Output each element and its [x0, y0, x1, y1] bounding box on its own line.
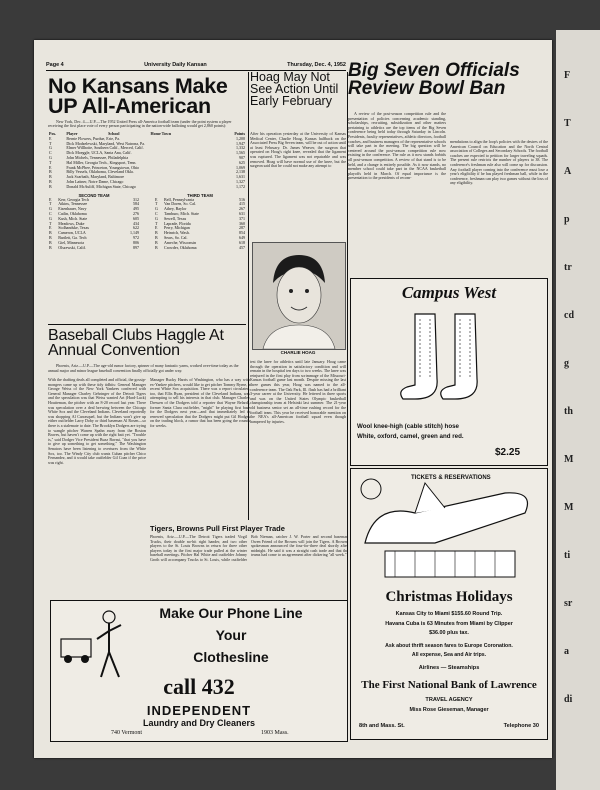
row-points: 622 — [133, 225, 139, 231]
row-points: 415 — [239, 201, 245, 207]
tigers-headline: Tigers, Browns Pull First Player Trade — [150, 524, 285, 533]
edge-fragment: a — [564, 646, 569, 657]
baseball-col-1: With the drafting deals all completed and official, the gossip-mongers came up with these tidy tidbits: General Manager George Weiss of the New York Yankees conferred with General Manager Charley Gehringer of the Detroit Tigers and the speculation was that Weiss wanted Art (Hard-Luck) Houtteman, the pitcher with an 8-20 record last year. There was speculation over a deal brewing between the Chicago White Sox and the Cleveland Indians. Cleveland reportedly was shopping Al Carrasquel, but the Indians won't give up either outfielder Larry Doby or third baseman Al Rosen—so there is a stalemate to date. The Brooklyn Dodgers are trying to wangle pitcher Warren Spahn away from the Boston Braves, but haven't come up with the right bait yet. "Trouble is," said Dodger Vice President Buzz Bavasi, "that you have to give up something to get something." The Washington Senators have been listening to overtures from the White Sox, too. The Windy City club wants Cuban pitcher Chico Fernandez, and it would take outfielder Gil Coan if the price was right. — [48, 378, 146, 465]
row-pos: E — [49, 196, 52, 202]
newspaper-page — [34, 40, 552, 758]
row-player: Kush, Mich. State — [58, 215, 88, 221]
row-pos: B — [155, 239, 158, 245]
hoag-headline: Hoag May Not See Action Until Early February — [250, 72, 339, 108]
row-player: Hal Miller, Georgia Tech., Kingsport, Tenn. — [66, 159, 137, 165]
row-points: 457 — [239, 244, 245, 250]
row-points: 287 — [239, 225, 245, 231]
row-player: Giel, Minnesota — [58, 239, 85, 245]
row-pos: B — [49, 230, 52, 236]
row-points: 631 — [239, 210, 245, 216]
second-team-table — [48, 198, 140, 251]
row-points: 897 — [133, 244, 139, 250]
row-pos: E — [49, 164, 52, 170]
second-team-row — [48, 246, 140, 251]
first-team-row — [48, 185, 246, 190]
row-pos: B — [49, 179, 52, 184]
row-player: Frank McPhee, Princeton, Youngstown, Ohio — [66, 164, 140, 170]
campus-west-logo: Campus West — [401, 283, 497, 302]
travel-phone: Telephone 30 — [503, 723, 539, 729]
row-points: 625 — [239, 159, 245, 165]
row-player: Sears, So. Cal. — [164, 234, 188, 240]
big-seven-col-1: A review of the post-season competition rule and the presentation of policies concerning academic standing, scholarships, recruiting, subsidization and other matters pertaining to athletics are the top items of the Big Seven conference being held today through Saturday in Lincoln. Presidents, faculty representatives, athletic directors, football coaches, and business managers of the representative schools will take part in the meeting. The big question will be centered around the post-season competition rule now existing in the conference. The rule as it now stands forbids all post-season competition. A review of that stand is to be held, and a change is entirely possible. As it now stands, no member school could take part in the NCAA basketball playoffs held in March. Of equal importance is the presentation to the presidents of recom- — [348, 112, 446, 181]
row-pos: B — [49, 169, 52, 175]
baseball-headline-box — [48, 328, 248, 362]
row-player: Eisenhauer, Navy — [58, 206, 87, 212]
row-points: 907 — [239, 155, 245, 161]
row-pos: T — [49, 140, 52, 146]
page-number: Page 4 — [46, 62, 64, 68]
row-points: 516 — [239, 196, 245, 202]
row-player: John Michels, Tennessee, Philadelphia — [66, 155, 129, 161]
row-pos: G — [49, 206, 52, 212]
laundry-subtitle: Laundry and Dry Cleaners — [142, 718, 256, 728]
edge-fragment: g — [564, 358, 569, 369]
row-pos: C — [49, 150, 52, 156]
row-points: 1,200 — [236, 135, 245, 141]
row-pos: B — [49, 183, 52, 189]
third-team-title: THIRD TEAM — [187, 192, 213, 198]
campus-west-desc-2: White, oxford, camel, green and red. — [357, 433, 464, 440]
row-points: 584 — [133, 201, 139, 207]
hoag-portrait — [253, 243, 345, 349]
row-pos: B — [49, 244, 52, 250]
edge-fragment: di — [564, 694, 573, 705]
third-team-row — [154, 246, 246, 251]
row-player: Bernie Flowers, Purdue, Erie, Pa. — [66, 135, 120, 141]
row-points: 806 — [133, 239, 139, 245]
laundry-address-2: 1903 Mass. — [261, 730, 289, 736]
delivery-man-illustration — [59, 607, 129, 687]
laundry-line-2: Your — [215, 627, 247, 643]
travel-agency: TRAVEL AGENCY — [425, 697, 473, 703]
first-team-table — [48, 132, 246, 190]
row-player: Crowder, Oklahoma — [164, 244, 197, 250]
baseball-headline: Baseball Clubs Haggle At Annual Convention — [48, 328, 224, 360]
edge-fragment: A — [564, 166, 572, 177]
laundry-name: INDEPENDENT — [146, 703, 252, 718]
row-player: Olszewski, Calif. — [58, 244, 86, 250]
row-player: Dick Moeggle, UCLA, Santa Ana, Calif. — [66, 150, 132, 156]
row-pos: E — [155, 196, 158, 202]
travel-line-3: $36.00 plus tax. — [429, 630, 469, 636]
third-team-table — [154, 198, 246, 251]
row-player: Heinrich, Wash. — [164, 230, 190, 236]
laundry-line-1: Make Our Phone Line — [159, 605, 303, 621]
edge-fragment: sr — [564, 598, 573, 609]
row-points: 1,631 — [236, 174, 245, 180]
col-points: Points — [234, 131, 245, 137]
second-team-title: SECOND TEAM — [78, 192, 110, 198]
row-player: Kerr, Georgia Tech — [58, 196, 89, 202]
row-pos: C — [155, 210, 158, 216]
row-points: 312 — [133, 196, 139, 202]
row-points: 1,149 — [130, 230, 139, 236]
row-player: Athey, Baylor — [164, 206, 187, 212]
row-pos: E — [155, 225, 158, 231]
row-points: 972 — [133, 234, 139, 240]
row-player: Stolhandske, Texas — [58, 225, 89, 231]
row-points: 649 — [239, 234, 245, 240]
row-player: Cameron, UCLA — [58, 230, 86, 236]
row-pos: T — [155, 201, 158, 207]
divider — [48, 324, 246, 325]
row-player: Elmer Willhoite, Southern Calif., Merced, Calif. — [66, 145, 144, 151]
travel-line-6: Airlines — Steamships — [418, 665, 480, 671]
col-school: School — [108, 131, 120, 137]
laundry-line-3: Clothesline — [193, 649, 269, 665]
row-player: Sewell, Texas — [164, 215, 187, 221]
travel-manager: Miss Rose Gieseman, Manager — [409, 707, 489, 713]
campus-west-desc-1: Wool knee-high (cable stitch) hose — [357, 423, 459, 430]
hoag-headline-box — [250, 72, 346, 116]
row-pos: B — [155, 234, 158, 240]
row-player: Billy Vessels, Oklahoma, Cleveland Okla. — [66, 169, 134, 175]
hoag-caption: CHARLIE HOAG — [280, 350, 316, 355]
tigers-body: Phoenix, Ariz.—U.P.—The Detroit Tigers traded Virgil Trucks, their double no-hit right hander, and two other players to the St. Louis Browns in return for three other players today in the first major trade pulled at the winter baseball meetings. Pitcher Hal White and outfielder Johnny Groth will accompany Trucks to St. Louis, while outfielder Bob Nieman, catcher J. W. Porter and second baseman Owen Friend of the Browns will join the Tigers. A Browns spokesman announced the four-for-three deal shortly after midnight. He said it was a straight cash trade and that the teams had come to an agreement after dickering "all week." — [150, 534, 348, 562]
row-pos: G — [155, 206, 158, 212]
baseball-lead: Phoenix, Ariz.—U.P.—The age-old rumor factory, spinner of many fantastic yarns, worked over-time today as the annual major and minor league baseball convention finally officially got under way. — [48, 364, 239, 373]
row-player: John Lattner, Notre Dame, Chicago — [66, 179, 124, 184]
travel-ad — [350, 468, 548, 740]
edge-fragment: ti — [564, 550, 571, 561]
baseball-col-2: Manager Bucky Harris of Washington, who has a way with ex-Yankee pitchers, would like to get pitcher Tommy Byrne, a recent White Sox acquisition. There was a report circulated, too, that Ellis Ryan, president of the Cleveland Indians, was attempting to sell his interests in that club. Manager Charley Dressen of the Dodgers told a reporter that Wayne Belardi, former Santa Clara outfielder, "might" be playing first base for the Dodgers next year—and that immediately led to renewed speculation that the Dodgers might put Gil Hodges on the trading block, a rumor that has been going the rounds for weeks. — [150, 378, 250, 428]
row-points: 1,172 — [236, 183, 245, 189]
row-pos: E — [49, 135, 52, 141]
row-pos: B — [155, 244, 158, 250]
all-american-lead: New York, Dec. 4.—U.P.—The 1952 United Press all-America football team (under the point system a player receiving the first place vote of every person participating in the nation-wide balloting would get 2,860 points): — [48, 118, 232, 129]
laundry-call: call 432 — [163, 674, 235, 699]
tigers-story — [150, 524, 348, 598]
row-pos: G — [155, 215, 158, 221]
row-player: Jack Scarbath, Maryland, Baltimore — [66, 174, 125, 180]
edge-fragment: p — [564, 214, 570, 225]
row-player: Meadows, Duke — [58, 220, 85, 226]
hoag-body-2: test the knee for athletics until late January. Hoag came through the operation in satisfactory condition and will remain in the hospital ten days to two weeks. The knee was reinjured in the first play from scrimmage of the Missouri-Kansas football game last month. Despite missing the last three games this year, Hoag was named to the all-conference team. The Oak Park, Ill. flash has had a brilliant 3-year career at the University. He lettered in three sports and was on the United States Olympic basketball championship team at Helsinki last summer. The 21-year old business senior set an all-time rushing record for the football team. This year he received honorable mention on the NEA's all-American football squad even though hampered by injuries. — [250, 360, 346, 424]
row-points: 1,332 — [236, 145, 245, 151]
edge-fragment: M — [564, 502, 574, 513]
row-pos: C — [49, 210, 52, 216]
laundry-ad — [50, 600, 348, 742]
hoag-body-1: After his operation yesterday at the University of Kansas Medical Center, Charlie Hoag, Kansas halfback on the Associated Press Big Seven team, will be out of action until at least February. Dr. James Weaver, the surgeon that operated on Hoag's right knee, revealed that the ligament was ruptured. The ligament was not repairable and was removed. Hoag will have normal use of the knee, but the surgeon said that he could not make any attempt to — [250, 132, 346, 169]
row-points: 267 — [239, 206, 245, 212]
row-player: Ameche, Wisconsin — [164, 239, 197, 245]
col-pos: Pos. — [49, 131, 56, 137]
row-player: Van Doren, So. Cal. — [164, 201, 197, 207]
knee-socks-illustration — [385, 309, 505, 409]
page-header — [46, 62, 346, 68]
row-points: 1,947 — [236, 140, 245, 146]
row-player: Bell, Pennsylvania — [164, 196, 195, 202]
col-hometown: Home Town — [150, 131, 172, 137]
issue-date: Thursday, Dec. 4, 1952 — [287, 62, 346, 68]
travel-illustration — [355, 473, 543, 583]
row-pos: B — [49, 174, 52, 180]
row-player: Atkins, Tennessee — [58, 201, 88, 207]
row-points: 360 — [239, 220, 245, 226]
travel-address: 8th and Mass. St. — [359, 723, 405, 729]
campus-west-ad — [350, 278, 548, 466]
column-rule — [248, 72, 249, 520]
edge-fragment: cd — [564, 310, 574, 321]
row-player: Donald McAuliff, Michigan State, Chicago — [66, 183, 136, 189]
row-pos: B — [155, 230, 158, 236]
row-pos: G — [49, 215, 52, 221]
campus-west-price: $2.25 — [495, 447, 521, 458]
row-pos: T — [49, 159, 52, 165]
big-seven-headline-box — [348, 62, 548, 110]
big-seven-col-2: mendations to align the loop's policies with the desires of the American Council on Education and the North Central association of Colleges and Secondary Schools. The football coaches are expected to petition for larger traveling squads. The present rule restricts the number of players to 38. The conference's freshman rule also will come up for discussion. Any football player coming into the conference must lose a year's eligibility if he has played freshman ball, while in the conference, freshman can play two games without the loss of any eligibility. — [450, 140, 548, 186]
row-points: 1,327 — [236, 179, 245, 184]
header-rule — [46, 70, 346, 71]
row-pos: G — [49, 155, 52, 161]
edge-fragment: F — [564, 70, 571, 81]
row-points: 1,565 — [236, 150, 245, 156]
row-player: Laprade, Florida — [164, 220, 191, 226]
christmas-title: Christmas Holidays — [385, 589, 513, 605]
column-rule — [347, 72, 348, 740]
hoag-photo — [252, 242, 346, 350]
row-points: 434 — [133, 220, 139, 226]
row-pos: B — [49, 239, 52, 245]
travel-line-2: Havana Cuba is 63 Minutes from Miami by Clipper — [385, 621, 513, 627]
edge-fragment: th — [564, 406, 573, 417]
paper-name: University Daily Kansan — [144, 62, 207, 68]
row-points: 495 — [133, 206, 139, 212]
all-american-headline: No Kansans Make UP All-American — [48, 76, 228, 119]
edge-fragment: tr — [564, 262, 572, 273]
row-points: 371 — [239, 215, 245, 221]
row-player: Perry, Michigan — [164, 225, 190, 231]
row-points: 618 — [239, 239, 245, 245]
adjacent-page-edge — [556, 30, 600, 790]
travel-line-4: Ask about thrift season fares to Europe Coronation. — [385, 643, 513, 649]
row-player: Tamburo, Mich. State — [164, 210, 199, 216]
laundry-address-1: 740 Vermont — [111, 730, 143, 736]
row-pos: G — [49, 145, 52, 151]
travel-line-5: All expense, Sea and Air trips. — [411, 652, 487, 658]
big-seven-headline: Big Seven Officials Review Bowl Ban — [348, 62, 520, 100]
row-pos: T — [49, 220, 52, 226]
row-points: 2,138 — [236, 169, 245, 175]
row-points: 605 — [133, 215, 139, 221]
row-pos: B — [49, 234, 52, 240]
travel-line-1: Kansas City to Miami $155.60 Round Trip. — [395, 611, 503, 617]
row-points: 276 — [133, 210, 139, 216]
edge-fragment: M — [564, 454, 574, 465]
col-player: Player — [66, 131, 78, 137]
row-pos: T — [155, 220, 158, 226]
row-points: 854 — [239, 230, 245, 236]
bank-name: The First National Bank of Lawrence — [361, 679, 537, 691]
row-player: Dick Modzelewski, Maryland, West Natrona, Pa. — [66, 140, 146, 146]
row-pos: T — [49, 201, 52, 207]
tickets-sign: TICKETS & RESERVATIONS — [411, 475, 491, 481]
row-player: Catlin, Oklahoma — [58, 210, 87, 216]
row-player: Bartlett, Ga. Tech — [58, 234, 87, 240]
row-pos: E — [49, 225, 52, 231]
all-american-story — [48, 76, 246, 324]
row-points: 1,069 — [236, 164, 245, 170]
edge-fragment: T — [564, 118, 571, 129]
